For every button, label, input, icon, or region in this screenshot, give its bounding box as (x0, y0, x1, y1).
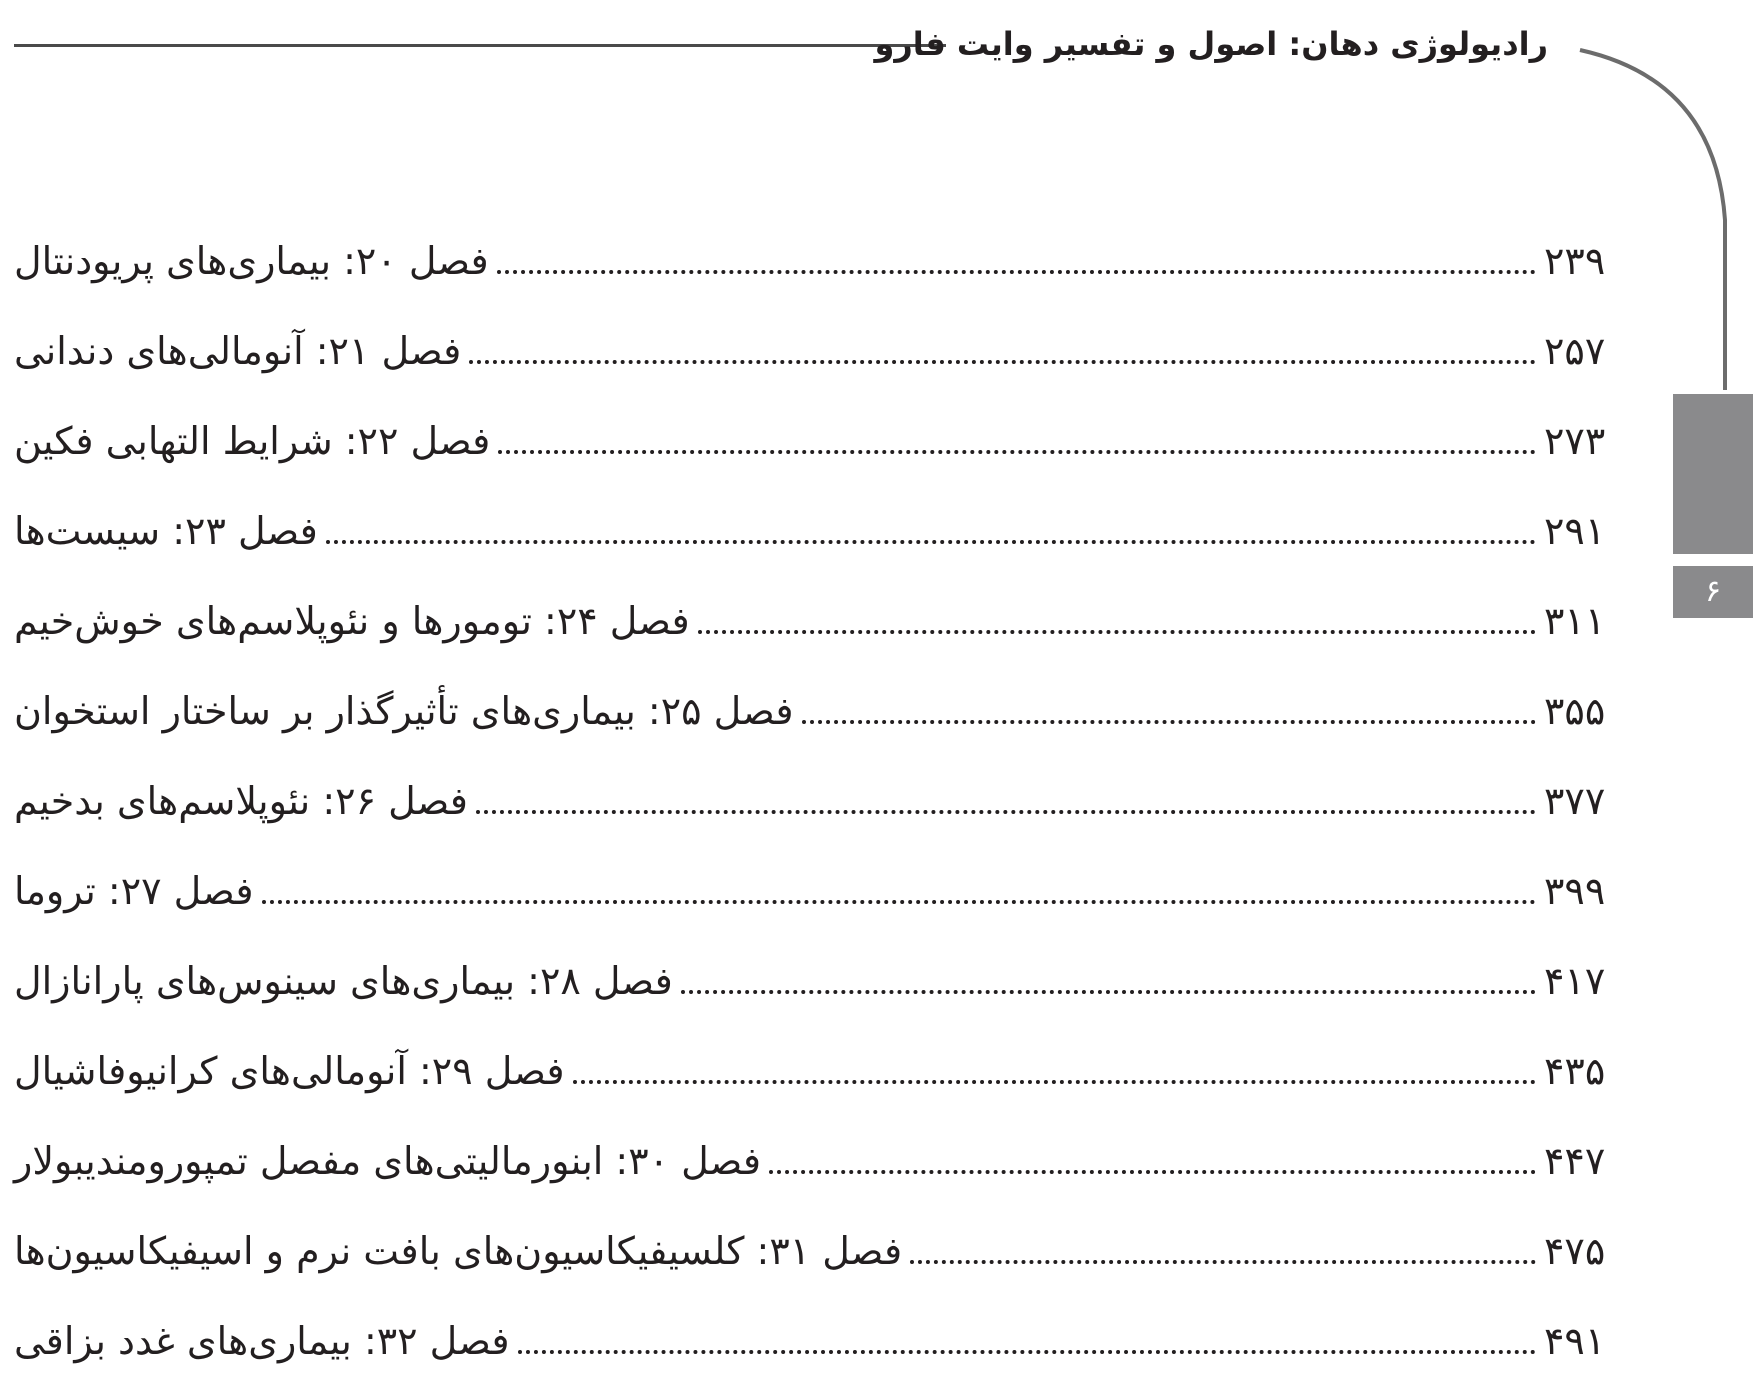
toc-page-number: ۴۷۵ (1544, 1229, 1606, 1273)
toc-leader-dots (802, 698, 1537, 724)
toc-row[interactable] (14, 576, 1618, 666)
toc-page-number: ۴۴۷ (1544, 1139, 1606, 1183)
toc-row[interactable] (14, 396, 1618, 486)
toc-row[interactable] (14, 216, 1618, 306)
toc-page-number: ۲۷۳ (1544, 419, 1606, 463)
toc-chapter-title: فصل ۲۱: آنومالی‌های دندانی (14, 329, 462, 373)
toc-row[interactable] (14, 756, 1618, 846)
toc-row[interactable] (14, 1116, 1618, 1206)
toc-chapter-title: فصل ۳۱: کلسیفیکاسیون‌های بافت نرم و اسیفیکاسیون‌ها (14, 1229, 903, 1273)
toc-page-number: ۳۱۱ (1544, 599, 1606, 643)
toc-row[interactable] (14, 846, 1618, 936)
toc-chapter-title: فصل ۲۹: آنومالی‌های کرانیوفاشیال (14, 1049, 565, 1093)
toc-chapter-title: فصل ۲۲: شرایط التهابی فکین (14, 419, 491, 463)
toc-row[interactable] (14, 936, 1618, 1026)
toc-row[interactable] (14, 1296, 1618, 1386)
toc-leader-dots (518, 1328, 1536, 1354)
toc-chapter-title: فصل ۲۳: سیست‌ها (14, 509, 318, 553)
toc-leader-dots (498, 428, 1536, 454)
toc-leader-dots (573, 1058, 1536, 1084)
toc-page-number: ۲۵۷ (1544, 329, 1606, 373)
toc-leader-dots (681, 968, 1536, 994)
toc-page-number: ۲۳۹ (1544, 239, 1606, 283)
toc-page-number: ۳۹۹ (1544, 869, 1606, 913)
toc-leader-dots (262, 878, 1536, 904)
toc-chapter-title: فصل ۲۵: بیماری‌های تأثیرگذار بر ساختار استخوان (14, 689, 794, 733)
toc-leader-dots (769, 1148, 1536, 1174)
toc-row[interactable] (14, 1206, 1618, 1296)
toc-chapter-title: فصل ۲۴: تومورها و نئوپلاسم‌های خوش‌خیم (14, 599, 690, 643)
toc-page-number: ۳۵۵ (1544, 689, 1606, 733)
toc-leader-dots (469, 338, 1536, 364)
toc-page-number: ۴۳۵ (1544, 1049, 1606, 1093)
toc-leader-dots (326, 518, 1536, 544)
toc-row[interactable] (14, 666, 1618, 756)
toc-page-number: ۲۹۱ (1544, 509, 1606, 553)
chapter-side-tab-number: ۶ (1673, 566, 1753, 618)
toc-page-number: ۳۷۷ (1544, 779, 1606, 823)
toc-row[interactable] (14, 1026, 1618, 1116)
toc-page-number: ۴۱۷ (1544, 959, 1606, 1003)
running-header-title: رادیولوژی دهان: اصول و تفسیر وایت فارو (874, 25, 1548, 63)
toc-chapter-title: فصل ۲۷: تروما (14, 869, 254, 913)
toc-row[interactable] (14, 486, 1618, 576)
toc-leader-dots (698, 608, 1536, 634)
toc-page-number: ۴۹۱ (1544, 1319, 1606, 1363)
header-rule (14, 44, 946, 47)
toc-chapter-title: فصل ۲۶: نئوپلاسم‌های بدخیم (14, 779, 468, 823)
toc-chapter-title: فصل ۲۰: بیماری‌های پریودنتال (14, 239, 489, 283)
table-of-contents (14, 216, 1618, 1386)
toc-chapter-title: فصل ۲۸: بیماری‌های سینوس‌های پارانازال (14, 959, 673, 1003)
toc-leader-dots (910, 1238, 1536, 1264)
chapter-side-tab (1673, 394, 1753, 554)
toc-chapter-title: فصل ۳۲: بیماری‌های غدد بزاقی (14, 1319, 510, 1363)
toc-leader-dots (476, 788, 1536, 814)
toc-leader-dots (497, 248, 1536, 274)
toc-chapter-title: فصل ۳۰: ابنورمالیتی‌های مفصل تمپورومندیبولار (14, 1139, 762, 1183)
toc-row[interactable] (14, 306, 1618, 396)
